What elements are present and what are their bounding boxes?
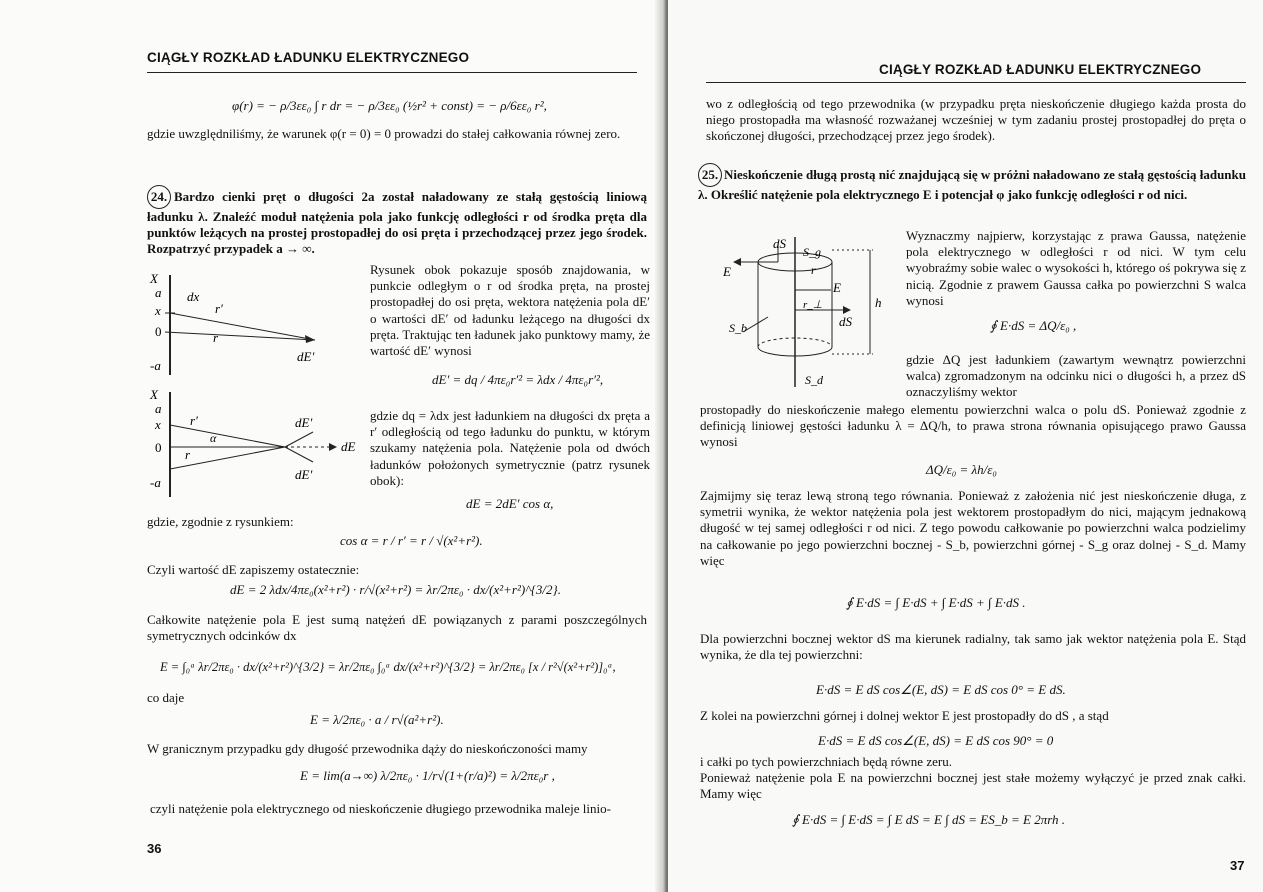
label-r: r [811,263,816,277]
problem-number-25: 25. [698,163,722,187]
equation-split: ∮ E·dS = ∫ E·dS + ∫ E·dS + ∫ E·dS . [846,595,1026,610]
label-r-1: r [213,330,219,345]
label-axis-x-1: X [150,271,158,286]
paragraph-top-bottom: Z kolei na powierzchni górnej i dolnej wektor E jest prostopadły do dS , a stąd [700,708,1109,723]
figure-description-gauss-2: gdzie ΔQ jest ładunkiem (zawartym wewnątrz powierzchni walca) zgromadzonym na odcinku nici o długości h, a przez dS oznaczyliśmy wektor [906,352,1246,400]
problem-25-text: Nieskończenie długą prostą nić znajdującą się w próżni naładowano ze stałą gęstością ładunku λ. Określić natężenie pola elektrycznego E i potencjał φ jako funkcję odległości r od nici. [698,167,1246,202]
label-Sg: S_g [803,245,821,259]
arrow-dE-prime-2a [285,432,313,447]
label-E: E [723,264,731,279]
arrow-dE-prime-1 [305,335,315,343]
equation-lambda-h: ΔQ/ε₀ = λh/ε₀ [926,462,997,477]
page-number-37: 37 [1230,858,1245,873]
paragraph-constant: Ponieważ natężenie pola E na powierzchni bocznej jest stałe możemy wyłączyć je przed znak całki. Mamy więc [700,770,1246,802]
label-x-2: x [155,417,161,432]
equation-integral: E = ∫₀ᵃ λr/2πε₀ · dx/(x²+r²)^{3/2} = λr/2πε₀ ∫₀ᵃ dx/(x²+r²)^{3/2} = λr/2πε₀ [x / r²√(x²+r²)]₀ᵃ, [160,660,616,674]
label-dS-top: dS [773,236,786,251]
paragraph-limit: W granicznym przypadku gdy długość przewodnika dąży do nieskończoności mamy [147,741,588,756]
paragraph-boundary-condition: gdzie uwzględniliśmy, że warunek φ(r = 0) = 0 prowadzi do stałej całkowania równej zero. [147,126,621,141]
label-dE-prime-2b: dE′ [295,467,313,482]
equation-final-gauss: ∮ E·dS = ∫ E·dS = ∫ E dS = E ∫ dS = ES_b = E 2πrh . [792,812,1066,827]
paragraph-total-field: Całkowite natężenie pola E jest sumą natężeń dE powiązanych z parami poszczególnych symetrycznych odcinków dx [147,612,647,644]
paragraph-side-surface: Dla powierzchni bocznej wektor dS ma kierunek radialny, tak samo jak wektor natężenia pola E. Stąd wynika, że dla tej powierzchni: [700,631,1246,663]
label-alpha-2: α [210,431,217,445]
equation-side: E·dS = E dS cos∠(E, dS) = E dS cos 0° = E dS. [816,682,1066,697]
equation-gauss: ∮ E·dS = ΔQ/ε₀ , [990,318,1077,333]
problem-number-24: 24. [147,185,171,209]
label-zero-2: 0 [155,440,162,455]
arrow-dE-prime-2b [285,447,313,462]
equation-top: E·dS = E dS cos∠(E, dS) = E dS cos 90° = 0 [818,733,1054,748]
left-running-header: CIĄGŁY ROZKŁAD ŁADUNKU ELEKTRYCZNEGO [147,50,470,65]
paragraph-continuation: wo z odległością od tego przewodnika (w przypadku pręta nieskończenie długiego każda prosta do niego prostopadła ma własność rozważanej wcześniej w tym zadaniu prostej prostopadłej do pręta o skończonej długości, przechodzącej przez jego środek). [706,96,1246,144]
arrowhead-E [733,258,741,266]
problem-24-text: Bardzo cienki pręt o długości 2a został naładowany ze stałą gęstością liniową ładunku λ. Znaleźć moduł natężenia pola jako funkcję odległości r od środka pręta dla punktów leżących na prostej prostopadłej do osi pręta i przechodzącej przez jego środek. Rozpatrzyć przypadek a → ∞. [147,189,647,257]
label-r-2: r [185,447,191,462]
label-dS-side: dS [839,314,852,329]
label-dE-prime-2a: dE′ [295,415,313,430]
right-header-rule [706,82,1246,83]
figure-description-gauss-1: Wyznaczmy najpierw, korzystając z prawa Gaussa, natężenie pola elektrycznego w odległości r od nici. W tym celu wyobraźmy sobie walec o wysokości h, którego oś pokrywa się z nicią. Zgodnie z prawem Gaussa całka po powierzchni S walca wynosi [906,228,1246,308]
figure-description-2: gdzie dq = λdx jest ładunkiem na długości dx pręta a r′ odległością od tego ładunku do punktu, w którym szukamy natężenia pola. Natężenie pola od dwóch ładunków położonych symetrycznie (patrz rysunek obok): [370,408,650,488]
paragraph-dE-intro: Czyli wartość dE zapiszemy ostatecznie: [147,562,360,577]
label-E-side: E [833,280,841,295]
label-r-perp: r_⊥ [803,299,823,311]
arrowhead-dE-2 [329,443,337,451]
label-h: h [875,295,882,310]
right-running-header: CIĄGŁY ROZKŁAD ŁADUNKU ELEKTRYCZNEGO [879,62,1202,77]
rod-figure-1 [145,265,375,380]
label-a-1: a [155,285,162,300]
label-Sd: S_d [805,373,823,387]
figure-description-1: Rysunek obok pokazuje sposób znajdowania, w punkcie odległym o r od środka pręta, na prostej prostopadłej do osi pręta, wektora natężenia pola dE′ o wartości dE′ od ładunku leżącego na długości dx pręta. Traktując ten ładunek jako punktowy mamy, że wartość dE′ wynosi [370,262,650,359]
label-rprime-2: r′ [190,413,198,428]
label-rprime-1: r′ [215,301,223,316]
label-Sb: S_b [729,321,747,335]
label-zero-1: 0 [155,324,162,339]
problem-24 [147,185,647,258]
label-dx-1: dx [187,289,200,304]
paragraph-linear-density: prostopadły do nieskończenie małego elementu powierzchni walca o polu dS. Ponieważ zgodnie z definicją liniowej gęstości ładunku λ = ΔQ/h, to prawa strona równania opisującego prawo Gaussa wynosi [700,402,1246,450]
problem-25 [698,163,1246,203]
arrowhead-dS-side [843,306,851,314]
equation-cos-alpha: cos α = r / r′ = r / √(x²+r²). [340,533,483,548]
label-a-2: a [155,401,162,416]
label-x-1: x [155,303,161,318]
equation-E-finite: E = λ/2πε₀ · a / r√(a²+r²). [310,712,444,727]
paragraph-final-left: czyli natężenie pola elektrycznego od nieskończenie długiego przewodnika maleje linio- [150,801,611,816]
rod-figure-2 [145,387,375,502]
label-dE-2: dE [341,439,356,454]
label-axis-x-2: X [150,387,158,402]
label-dE-prime-1: dE′ [297,349,315,364]
paragraph-cos-intro: gdzie, zgodnie z rysunkiem: [147,514,294,529]
left-header-rule [147,72,637,73]
label-minus-a-1: -a [150,358,161,373]
equation-phi: φ(r) = − ρ/3εε₀ ∫ r dr = − ρ/3εε₀ (½r² + const) = − ρ/6εε₀ r², [232,98,547,113]
label-minus-a-2: -a [150,475,161,490]
equation-dE-cos: dE = 2dE′ cos α, [466,496,554,511]
paragraph-co-daje: co daje [147,690,185,705]
page-number-36: 36 [147,841,162,856]
paragraph-zero: i całki po tych powierzchniach będą równe zeru. [700,754,952,769]
paragraph-symmetry: Zajmijmy się teraz lewą stroną tego równania. Ponieważ z założenia nić jest nieskończenie długa, z symetrii wynika, że wektor natężenia pola jest wektorem prostopadłym do nici, mającym jednakową długość w tej samej odległości r od nici. Z tego powodu całkowanie po powierzchni walca podzielimy na całkowanie po jego powierzchni bocznej - S_b, powierzchni górnej - S_g oraz dolnej - S_d. Mamy więc [700,488,1246,568]
gauss-cylinder-figure [723,232,903,392]
equation-dE-prime: dE′ = dq / 4πε₀r′² = λdx / 4πε₀r′², [432,372,604,387]
right-page [668,0,1263,892]
line-rprime-2a [170,425,285,447]
equation-limit: E = lim(a→∞) λ/2πε₀ · 1/r√(1+(r/a)²) = λ/2πε₀r , [300,768,555,783]
equation-dE-final: dE = 2 λdx/4πε₀(x²+r²) · r/√(x²+r²) = λr/2πε₀ · dx/(x²+r²)^{3/2}. [230,582,561,597]
